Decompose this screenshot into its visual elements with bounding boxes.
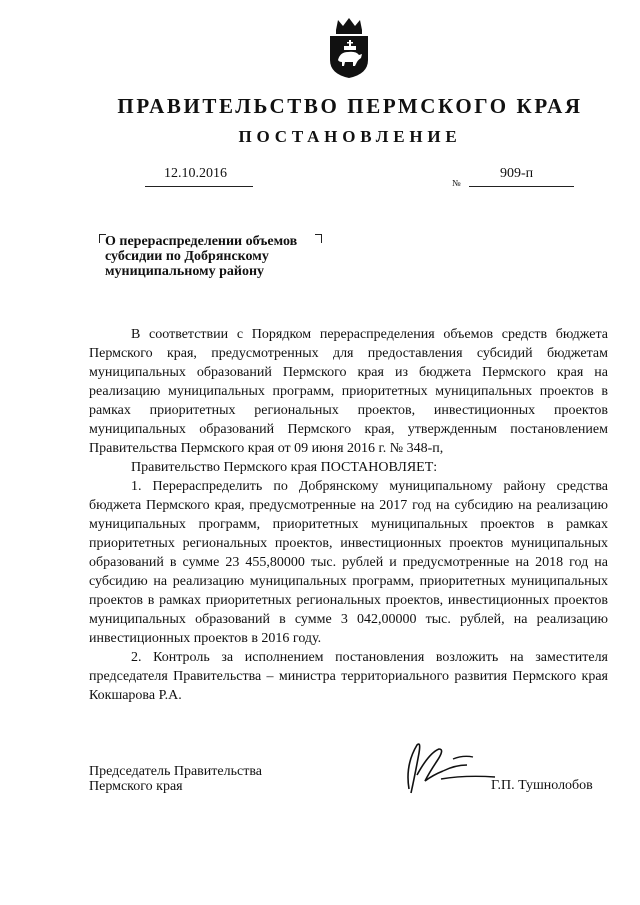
- number-underline: [469, 186, 574, 187]
- resolution-paragraph: Правительство Пермского края ПОСТАНОВЛЯЕТ:: [131, 460, 438, 475]
- subject-line: муниципальному району: [105, 264, 265, 279]
- handwritten-signature: [395, 735, 505, 797]
- document-date: 12.10.2016: [164, 166, 227, 181]
- document-body: [89, 325, 608, 705]
- document-type: ПОСТАНОВЛЕНИЕ: [238, 127, 462, 146]
- item-2-paragraph: 2. Контроль за исполнением постановления возложить на заместителя председателя Правительства – министра территориального развития Пермского края Кокшарова Р.А.: [89, 650, 608, 703]
- subject-line: субсидии по Добрянскому: [105, 249, 269, 264]
- signer-position: [89, 764, 262, 794]
- number-sign: №: [452, 178, 461, 188]
- item-1-paragraph: 1. Перераспределить по Добрянскому муниципальному району средства бюджета Пермского края, предусмотренные на 2017 год на субсидию на реализацию муниципальных программ, приоритетных муниципальных проектов в рамках приоритетных региональных проектов, инвестиционных проектов муниципальных образований в сумме 23 455,80000 тыс. рублей и предусмотренные на 2018 год на субсидию на реализацию муниципальных программ, приоритетных муниципальных проектов в рамках приоритетных региональных проектов, инвестиционных проектов муниципальных образований в сумме 3 042,00000 тыс. рублей, на реализацию инвестиционных проектов в 2016 году.: [89, 479, 608, 646]
- document-subject: [105, 234, 335, 279]
- date-underline: [145, 186, 253, 187]
- perm-krai-coat-of-arms-icon: [326, 16, 372, 80]
- signer-position-line: Пермского края: [89, 779, 183, 794]
- signer-name: Г.П. Тушнолобов: [491, 778, 593, 793]
- government-name: ПРАВИТЕЛЬСТВО ПЕРМСКОГО КРАЯ: [117, 94, 583, 118]
- subject-line: О перераспределении объемов: [105, 234, 298, 249]
- preamble-paragraph: В соответствии с Порядком перераспределения объемов средств бюджета Пермского края, предусмотренных для предоставления субсидий бюджетам муниципальных образований Пермского края из бюджета Пермского края на реализацию муниципальных программ, приоритетных муниципальных проектов в рамках приоритетных региональных проектов, инвестиционных проектов муниципальных образований Пермского края, утвержденным постановлением Правительства Пермского края от 09 июня 2016 г. № 348-п,: [89, 327, 608, 456]
- document-number: 909-п: [500, 166, 534, 181]
- signer-position-line: Председатель Правительства: [89, 764, 262, 779]
